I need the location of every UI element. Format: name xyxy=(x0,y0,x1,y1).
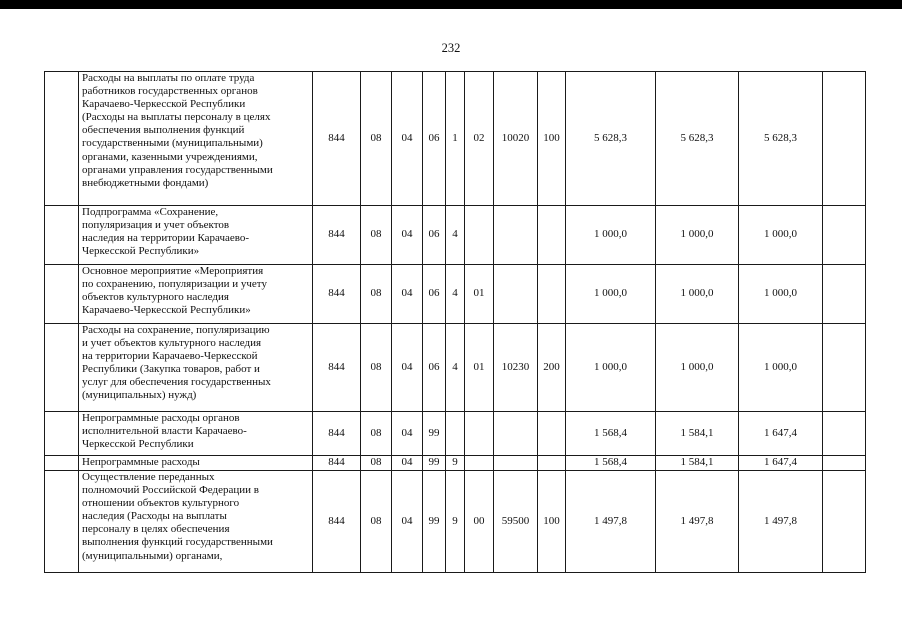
expense-name-cell: Непрограммные расходы xyxy=(79,456,313,471)
subsection-cell: 04 xyxy=(392,471,423,573)
expense-name-cell: Основное мероприятие «Мероприятия по сохранению, популяризации и учету объектов культурного наследия Карачаево-Черкесской Республики» xyxy=(79,265,313,324)
table-row xyxy=(45,456,866,471)
amount-3-cell: 1 647,4 xyxy=(739,412,823,456)
budget-table xyxy=(44,71,866,573)
blank-cell xyxy=(823,72,866,206)
table-row xyxy=(45,206,866,265)
amount-1-cell: 1 568,4 xyxy=(566,456,656,471)
amount-2-cell: 1 497,8 xyxy=(656,471,739,573)
amount-1-cell: 1 000,0 xyxy=(566,265,656,324)
expense-type-cell xyxy=(538,265,566,324)
main-event-cell: 01 xyxy=(465,324,494,412)
subsection-cell: 04 xyxy=(392,265,423,324)
table-row xyxy=(45,412,866,456)
expense-direction-cell xyxy=(494,456,538,471)
table-body xyxy=(45,72,866,573)
table-row xyxy=(45,471,866,573)
table-row xyxy=(45,72,866,206)
subprogram-cell: 4 xyxy=(446,265,465,324)
amount-2-cell: 1 000,0 xyxy=(656,324,739,412)
expense-type-cell: 100 xyxy=(538,471,566,573)
amount-2-cell: 1 000,0 xyxy=(656,206,739,265)
expense-name-cell: Подпрограмма «Сохранение, популяризация и учет объектов наследия на территории Карачаево- Черкесской Республики» xyxy=(79,206,313,265)
amount-3-cell: 1 000,0 xyxy=(739,265,823,324)
program-cell: 06 xyxy=(423,324,446,412)
amount-1-cell: 1 568,4 xyxy=(566,412,656,456)
section-cell: 08 xyxy=(361,72,392,206)
program-cell: 06 xyxy=(423,265,446,324)
blank-cell xyxy=(45,412,79,456)
blank-cell xyxy=(823,456,866,471)
blank-cell xyxy=(45,324,79,412)
blank-cell xyxy=(45,265,79,324)
blank-cell xyxy=(823,324,866,412)
section-cell: 08 xyxy=(361,206,392,265)
department-code-cell: 844 xyxy=(313,456,361,471)
page-top-border xyxy=(0,0,902,9)
subprogram-cell: 4 xyxy=(446,206,465,265)
amount-2-cell: 1 584,1 xyxy=(656,456,739,471)
main-event-cell: 02 xyxy=(465,72,494,206)
program-cell: 06 xyxy=(423,72,446,206)
expense-direction-cell: 10230 xyxy=(494,324,538,412)
expense-name-cell: Расходы на сохранение, популяризацию и учет объектов культурного наследия на территории Карачаево-Черкесской Республики (Закупка товаров, работ и услуг для обеспечения государственных (муниципальных) нужд) xyxy=(79,324,313,412)
expense-type-cell: 200 xyxy=(538,324,566,412)
expense-direction-cell xyxy=(494,412,538,456)
amount-3-cell: 5 628,3 xyxy=(739,72,823,206)
program-cell: 99 xyxy=(423,412,446,456)
subprogram-cell: 1 xyxy=(446,72,465,206)
subprogram-cell: 9 xyxy=(446,456,465,471)
subprogram-cell: 4 xyxy=(446,324,465,412)
expense-name-cell: Осуществление переданных полномочий Российской Федерации в отношении объектов культурного наследия (Расходы на выплаты персоналу в целях обеспечения выполнения функций государственными (муниципальными) органами, xyxy=(79,471,313,573)
amount-3-cell: 1 497,8 xyxy=(739,471,823,573)
main-event-cell xyxy=(465,412,494,456)
department-code-cell: 844 xyxy=(313,324,361,412)
subsection-cell: 04 xyxy=(392,456,423,471)
blank-cell xyxy=(823,206,866,265)
expense-direction-cell xyxy=(494,206,538,265)
subprogram-cell: 9 xyxy=(446,471,465,573)
amount-1-cell: 1 000,0 xyxy=(566,324,656,412)
section-cell: 08 xyxy=(361,324,392,412)
table-row xyxy=(45,324,866,412)
amount-3-cell: 1 647,4 xyxy=(739,456,823,471)
subsection-cell: 04 xyxy=(392,324,423,412)
amount-3-cell: 1 000,0 xyxy=(739,324,823,412)
section-cell: 08 xyxy=(361,265,392,324)
amount-2-cell: 5 628,3 xyxy=(656,72,739,206)
blank-cell xyxy=(45,456,79,471)
main-event-cell xyxy=(465,206,494,265)
subsection-cell: 04 xyxy=(392,206,423,265)
subprogram-cell xyxy=(446,412,465,456)
department-code-cell: 844 xyxy=(313,471,361,573)
expense-direction-cell xyxy=(494,265,538,324)
expense-type-cell: 100 xyxy=(538,72,566,206)
section-cell: 08 xyxy=(361,456,392,471)
blank-cell xyxy=(45,72,79,206)
expense-name-cell: Непрограммные расходы органов исполнительной власти Карачаево- Черкесской Республики xyxy=(79,412,313,456)
program-cell: 99 xyxy=(423,471,446,573)
expense-type-cell xyxy=(538,456,566,471)
department-code-cell: 844 xyxy=(313,412,361,456)
expense-name-cell: Расходы на выплаты по оплате труда работников государственных органов Карачаево-Черкесской Республики (Расходы на выплаты персоналу в целях обеспечения выполнения функций государственными (муниципальными) органами, казенными учреждениями, органами управления государственными внебюджетными фондами) xyxy=(79,72,313,206)
amount-1-cell: 1 497,8 xyxy=(566,471,656,573)
department-code-cell: 844 xyxy=(313,265,361,324)
main-event-cell xyxy=(465,456,494,471)
department-code-cell: 844 xyxy=(313,72,361,206)
section-cell: 08 xyxy=(361,412,392,456)
subsection-cell: 04 xyxy=(392,412,423,456)
blank-cell xyxy=(823,471,866,573)
main-event-cell: 00 xyxy=(465,471,494,573)
program-cell: 99 xyxy=(423,456,446,471)
amount-3-cell: 1 000,0 xyxy=(739,206,823,265)
department-code-cell: 844 xyxy=(313,206,361,265)
amount-2-cell: 1 584,1 xyxy=(656,412,739,456)
amount-1-cell: 5 628,3 xyxy=(566,72,656,206)
blank-cell xyxy=(823,265,866,324)
blank-cell xyxy=(45,206,79,265)
table-row xyxy=(45,265,866,324)
program-cell: 06 xyxy=(423,206,446,265)
expense-type-cell xyxy=(538,206,566,265)
blank-cell xyxy=(45,471,79,573)
expense-direction-cell: 10020 xyxy=(494,72,538,206)
amount-1-cell: 1 000,0 xyxy=(566,206,656,265)
blank-cell xyxy=(823,412,866,456)
amount-2-cell: 1 000,0 xyxy=(656,265,739,324)
main-event-cell: 01 xyxy=(465,265,494,324)
section-cell: 08 xyxy=(361,471,392,573)
expense-direction-cell: 59500 xyxy=(494,471,538,573)
expense-type-cell xyxy=(538,412,566,456)
page-number: 232 xyxy=(441,41,461,55)
subsection-cell: 04 xyxy=(392,72,423,206)
